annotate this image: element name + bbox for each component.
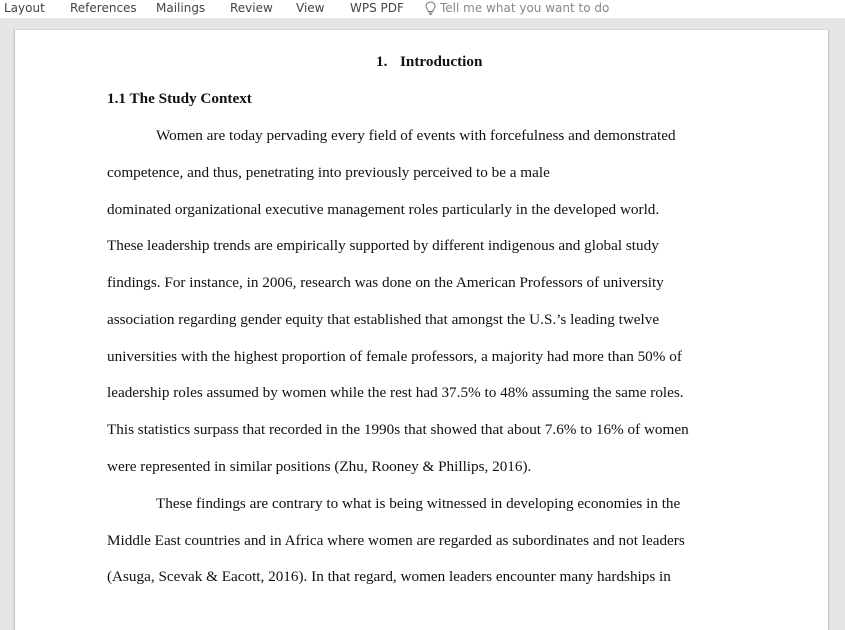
heading-number: 1. (376, 53, 388, 70)
paragraph-line: Middle East countries and in Africa where women are regarded as subordinates and not leaders (107, 532, 685, 549)
paragraph-line: These findings are contrary to what is being witnessed in developing economies in the (156, 495, 681, 512)
paragraph-line: were represented in similar positions (Zhu, Rooney & Phillips, 2016). (107, 458, 532, 475)
paragraph-line: findings. For instance, in 2006, research was done on the American Professors of university (107, 274, 664, 291)
tell-me-placeholder: Tell me what you want to do (440, 1, 610, 15)
paragraph-line: universities with the highest proportion of female professors, a majority had more than 50% of (107, 348, 682, 365)
tell-me-search[interactable] (425, 0, 609, 16)
heading-title: Introduction (400, 53, 483, 70)
tab-references[interactable]: References (70, 1, 137, 15)
tab-mailings[interactable]: Mailings (156, 1, 206, 15)
paragraph-line: These leadership trends are empirically supported by different indigenous and global study (107, 237, 659, 254)
paragraph-line: Women are today pervading every field of events with forcefulness and demonstrated (156, 127, 676, 144)
paragraph-line: dominated organizational executive management roles particularly in the developed world. (107, 201, 660, 218)
lightbulb-icon (425, 1, 436, 15)
tab-layout[interactable]: Layout (4, 1, 45, 15)
tab-wps-pdf[interactable]: WPS PDF (350, 1, 404, 15)
tab-view[interactable]: View (296, 1, 325, 15)
paragraph-line: competence, and thus, penetrating into previously perceived to be a male (107, 164, 550, 181)
tab-review[interactable]: Review (230, 1, 273, 15)
subheading: 1.1 The Study Context (107, 90, 252, 107)
paragraph-line: leadership roles assumed by women while the rest had 37.5% to 48% assuming the same roles. (107, 384, 684, 401)
paragraph-line: This statistics surpass that recorded in the 1990s that showed that about 7.6% to 16% of women (107, 421, 689, 438)
paragraph-line: (Asuga, Scevak & Eacott, 2016). In that regard, women leaders encounter many hardships in (107, 568, 671, 585)
paragraph-line: association regarding gender equity that established that amongst the U.S.’s leading twelve (107, 311, 660, 328)
ribbon-tab-bar (0, 0, 845, 18)
